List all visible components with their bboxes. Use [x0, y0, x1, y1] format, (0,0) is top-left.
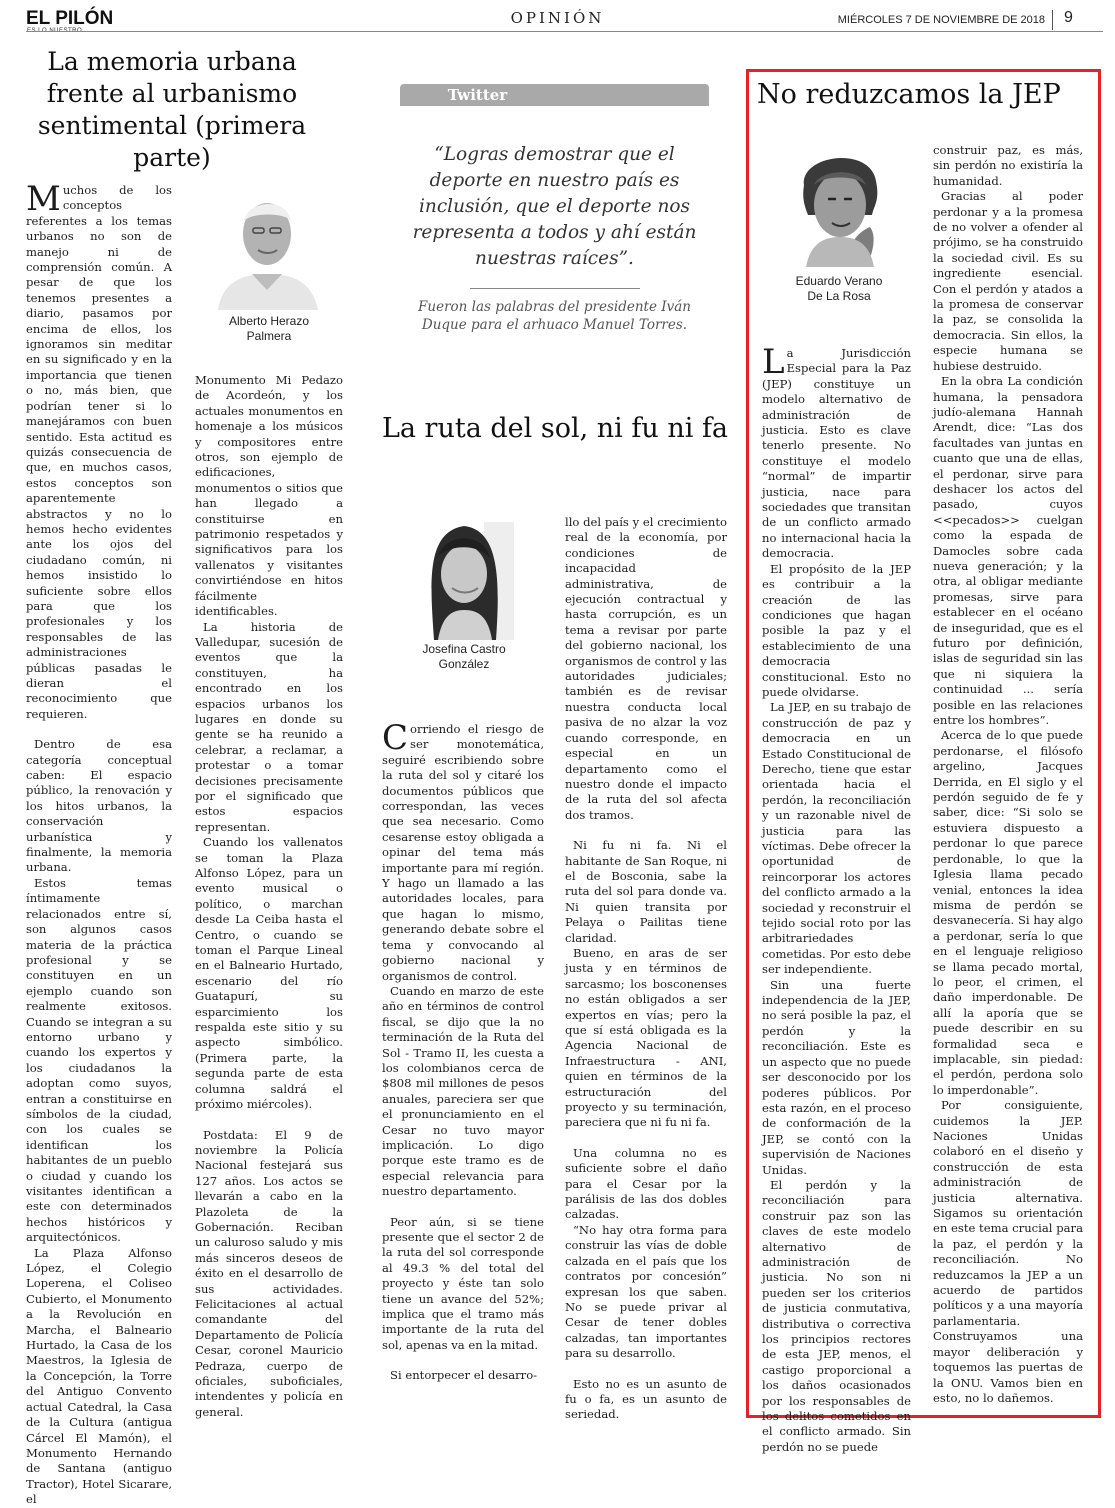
author-second-line: Palmera — [246, 329, 292, 343]
paragraph: Estos temas íntimamente relacionados entre sí, son algunos casos materia de la práctica profesional y se constituyen en un ejemplo cuando son realmente exitosos. Cuando se integran a su entorno urbano y cuando los expertos y los ciudadanos la adoptan como suyos, entran a constituirse en símbolos de la ciudad, con los cuales se identifican los habitantes de un pueblo o ciudad y cuando los visitantes identifican a este con determinados hechos históricos y arquitectónicos. — [26, 875, 172, 1245]
paragraph: Dentro de esa categoría conceptual caben: El espacio público, la renovación y los hitos urbanos, la conservación urbanística y finalmente, la memoria urbana. — [26, 737, 172, 875]
paragraph: La historia de Valledupar, sucesión de eventos que la constituyen, ha encontrado en los espacios urbanos los lugares en donde su gente se ha reunido a celebrar, a reclamar, a protestar o a tomar decisiones precisamente por el significado que estos espacios representan. — [195, 619, 343, 834]
paragraph: Monumento Mi Pedazo de Acordeón, y los actuales monumentos en homenaje a los músicos y compositores entre otros, son ejemplo de edificaciones, monumentos o sitios que han llegado a constituirse en patrimonio respetados y significativos para los vallenatos y visitantes convirtiéndose en hitos fácilmente identificables. — [195, 373, 343, 619]
paragraph: “No hay otra forma para construir las vías de doble calzada en el país que los contratos por concesión” expresan los que saben. No se puede privar al Cesar de tener dobles calzadas, tan importantes para su desarrollo. — [565, 1222, 727, 1361]
paragraph: Postdata: El 9 de noviembre la Policía Nacional festejará sus 127 años. Los actos se llevarán a cabo en la Plazoleta de la Gobernación. Reciban un caluroso saludo y mis más sinceros deseos de éxito en el desarrollo de sus actividades. Felicitaciones al actual comandante del Departamento de Policía Cesar, coronel Mauricio Pedraza, cuerpo de oficiales, suboficiales, intendentes y policía en general. — [195, 1127, 343, 1419]
paragraph: Acerca de lo que puede perdonarse, el filósofo argelino, Jacques Derrida, en El siglo y el perdón seguido de fe y saber, dice: “Si solo se estuviera dispuesto a perdonar lo que parece perdonable, lo que la Iglesia llama pecado venial, entonces la idea misma de perdón se desvanecería. Si hay algo a perdonar, sería lo que en el lenguaje religioso se llama pecado mortal, lo peor, el crimen, el daño imperdonable. De allí la aporía que se puede describir en su formalidad seca e implacable, sin piedad: el perdón, perdona solo lo imperdonable”. — [933, 728, 1083, 1097]
paragraph: Esto no es un asunto de fu o fa, es un asunto de seriedad. — [565, 1376, 727, 1422]
article3-author — [775, 274, 903, 304]
author-first-line: Josefina Castro — [422, 642, 506, 656]
drop-cap: L — [762, 342, 785, 382]
article1-column-2 — [195, 373, 343, 1420]
author-first-line: Alberto Herazo — [228, 314, 310, 328]
drop-cap: C — [382, 718, 409, 758]
paragraph: Ni fu ni fa. Ni el habitante de San Roque, ni el de Bosconia, sabe la ruta del sol para donde va. Ni quien transita por Pelaya o Pailitas tiene claridad. — [565, 838, 727, 945]
paragraph: La Plaza Alfonso López, el Colegio Loperena, el Coliseo Cubierto, el Monumento a la Revolución en Marcha, el Balneario Hurtado, la Casa de los Maestros, la Iglesia de la Concepción, la Torre del Antiguo Convento actual Catedral, la Casa de la Cultura (antigua Cárcel El Mamón), el Monumento Hernando de Santana (antiguo Tractor), Hotel Sicarare, el — [26, 1245, 172, 1507]
paragraph: La JEP, en su trabajo de construcción de paz y democracia en un Estado Constitucional de Derecho, tiene que estar orientada hacia el perdón, la reconciliación y un razonable nivel de justicia para las víctimas. Debe ofrecer la oportunidad de reincorporar los actores del conflicto armado a la sociedad y reconstruir el tejido social roto por las arbitrariedades cometidas. Por esto debe ser independiente. — [762, 700, 911, 977]
portrait-alberto-herazo — [212, 182, 322, 310]
twitter-quote: “Logras demostrar que el deporte en nuestro país es inclusión, que el deporte nos representa a todos y ahí están nuestras raíces”. — [412, 144, 697, 269]
paragraph: Una columna no es suficiente sobre el daño para el Cesar por la parálisis de las dos dobles calzadas. — [565, 1145, 727, 1222]
paragraph: Peor aún, si se tiene presente que el sector 2 de la ruta del sol corresponde al 49.3 % del total del proyecto y éste tan solo tiene un avance del 52%; implica que el tramo más importante de la ruta del sol, apenas va en la mitad. — [382, 1214, 544, 1352]
paragraph: Cuando los vallenatos se toman la Plaza Alfonso López, para un evento musical o político, o marchan desde La Ceiba hasta el Centro, o cuando se toman el Parque Lineal en el Balneario Hurtado, escenario del río Guatapurí, su esparcimiento los respalda este sitio y su aspecto simbólico. (Primera parte, la segunda parte de esta columna saldrá el próximo miércoles). — [195, 835, 343, 1112]
paragraph: La Jurisdicción Especial para la Paz (JEP) constituye un modelo alternativo de administración de justicia. Esto es clave tenerlo presente. No constituye el modelo “normal” de impartir justicia, nace para sociedades que transitan de un conflicto armado no internacional hacia la democracia. — [762, 342, 911, 561]
twitter-label: Twitter — [447, 86, 508, 104]
paragraph: llo del país y el crecimiento real de la economía, por condiciones de incapacidad administrativa, de ejecución contractual y hasta corrupción, es un tema a revisar por parte del gobierno nacional, los organismos de control y las autoridades judiciales; también es de revisar nuestra conducta local pasiva de no alzar la voz cuando corresponde, en especial en un departamento como el nuestro donde el impacto de la ruta del sol afecta dos tramos. — [565, 515, 727, 822]
paragraph: Sin una fuerte independencia de la JEP, no será posible la paz, el perdón y la reconciliación. Este es un aspecto que no puede ser desconocido por los poderes públicos. Por esta razón, en el proceso de conformación de la JEP, se contó con la supervisión de Naciones Unidas. — [762, 977, 911, 1177]
date-separator — [1052, 10, 1053, 30]
paragraph: construir paz, es más, sin perdón no existiría la humanidad. — [933, 143, 1083, 188]
paragraph: Cuando en marzo de este año en términos de control fiscal, se dijo que la no terminación de la Ruta del Sol - Tramo II, les cuesta a los colombianos cerca de $808 mil millones de pesos anuales, pareciera ser que el pronunciamiento en el Cesar no tuvo mayor implicación. Lo digo porque este tramo es de especial relevancia para nuestro departamento. — [382, 983, 544, 1199]
paragraph: En la obra La condición humana, la pensadora judío-alemana Hannah Arendt, dice: “Las dos facultades van juntas en cuanto que una de ellas, el perdonar, sirve para deshacer los actos del pasado, cuyos <<pecados>> cuelgan como la espada de Damocles sobre cada nueva generación; y la otra, al obligar mediante promesas, sirve para establecer en el océano de inseguridad, que es el futuro por definición, islas de seguridad sin las que ni siquiera la continuidad ... sería posible en las relaciones entre los hombres”. — [933, 374, 1083, 728]
paragraph: El propósito de la JEP es contribuir a la creación de las condiciones que hagan posible la paz y el establecimiento de una democracia constitucional. Esto no puede olvidarse. — [762, 561, 911, 699]
article1-title: La memoria urbana frente al urbanismo sentimental (primera parte) — [37, 47, 307, 172]
article2-title: La ruta del sol, ni fu ni fa — [381, 413, 729, 444]
header-rule — [26, 31, 1103, 32]
paragraph: Corriendo el riesgo de ser monotemática, seguiré escribiendo sobre la ruta del sol y citaré los documentos públicos que correspondan, las veces que sea necesario. Como cesarense estoy obligada a opinar del tema más importante para mí región. Y hago un llamado a las autoridades locales, para que hagan lo mismo, generando debate sobre el tema y convocando al gobierno nacional y organismos de control. — [382, 718, 544, 983]
paragraph: Muchos de los conceptos referentes a los temas urbanos no son de manejo ni de comprensión común. A pesar de que los tenemos presentes a diario, pasamos por encima de ellos, los ignoramos sin meditar en su significado y en la importancia que tienen o no, más bien, que podrían tener si lo manejáramos con buen sentido. Esta actitud es quizás consecuencia de que, en muchos casos, estos conceptos son aparentemente abstractos y no lo hemos hecho evidentes ante los ojos del ciudadano común, ni hemos insistido lo suficiente sobre ellos para que los profesionales y los responsables de las administraciones públicas pasadas le dieran el reconocimiento que requieren. — [26, 179, 172, 721]
author-second-line: De La Rosa — [807, 289, 871, 303]
twitter-divider — [470, 288, 640, 289]
article1-author — [205, 314, 333, 344]
section-title: OPINIÓN — [510, 9, 605, 27]
paragraph: Gracias al poder perdonar y a la promesa de no volver a ofender al prójimo, se ha construido la sociedad civil. Es su ingrediente esencial. Con el perdón y atados a la promesa de conservar la paz, se consolida la democracia. Sin ellos, la especie humana se hubiese destruido. — [933, 189, 1083, 373]
article2-column-2 — [565, 515, 727, 1423]
portrait-eduardo-verano — [790, 145, 890, 267]
paragraph: El perdón y la reconciliación para construir paz son las claves de este modelo alternativo de administración de justicia. No son ni pueden ser los criterios de justicia conmutativa, distributiva o correctiva los principios rectores de esta JEP, menos, el castigo proporcional a los daños ocasionados por los responsables de los delitos cometidos en el conflicto armado. Sin perdón no se puede — [762, 1177, 911, 1454]
issue-date: MIÉRCOLES 7 DE NOVIEMBRE DE 2018 — [837, 14, 1045, 26]
paragraph: Bueno, en aras de ser justa y en términos de sarcasmo; los bosconenses no están obligados a ser expertos en vías; pero la que sí está obligada es la Agencia Nacional de Infraestructura - ANI, quien en términos de la estructuración del proyecto y su terminación, pareciera que ni fu ni fa. — [565, 945, 727, 1130]
article1-column-1 — [26, 179, 172, 1508]
article3-column-2 — [933, 143, 1083, 1406]
article3-title: No reduzcamos la JEP — [757, 79, 1061, 110]
page-number: 9 — [1064, 9, 1073, 26]
twitter-caption: Fueron las palabras del presidente Iván Duque para el arhuaco Manuel Torres. — [418, 299, 691, 333]
article2-author — [400, 642, 528, 672]
portrait-josefina-castro — [408, 512, 520, 640]
masthead-logo: EL PILÓN — [26, 8, 114, 29]
author-second-line: González — [438, 657, 490, 671]
author-first-line: Eduardo Verano — [795, 274, 883, 288]
paragraph: Por consiguiente, cuidemos la JEP. Naciones Unidas colaboró en el diseño y construcción de esta administración de justicia alternativa. Sigamos su orientación en este tema crucial para la paz, el perdón y la reconciliación. No reduzcamos la JEP a un acuerdo de partidos políticos y a una mayoría parlamentaria. Construyamos una mayor deliberación y toquemos las puertas de la ONU. Vamos bien en esto, no lo dañemos. — [933, 1098, 1083, 1405]
article2-column-1 — [382, 718, 544, 1384]
drop-cap: M — [26, 179, 61, 219]
paragraph: Si entorpecer el desarro- — [390, 1368, 538, 1383]
article3-column-1 — [762, 342, 911, 1455]
